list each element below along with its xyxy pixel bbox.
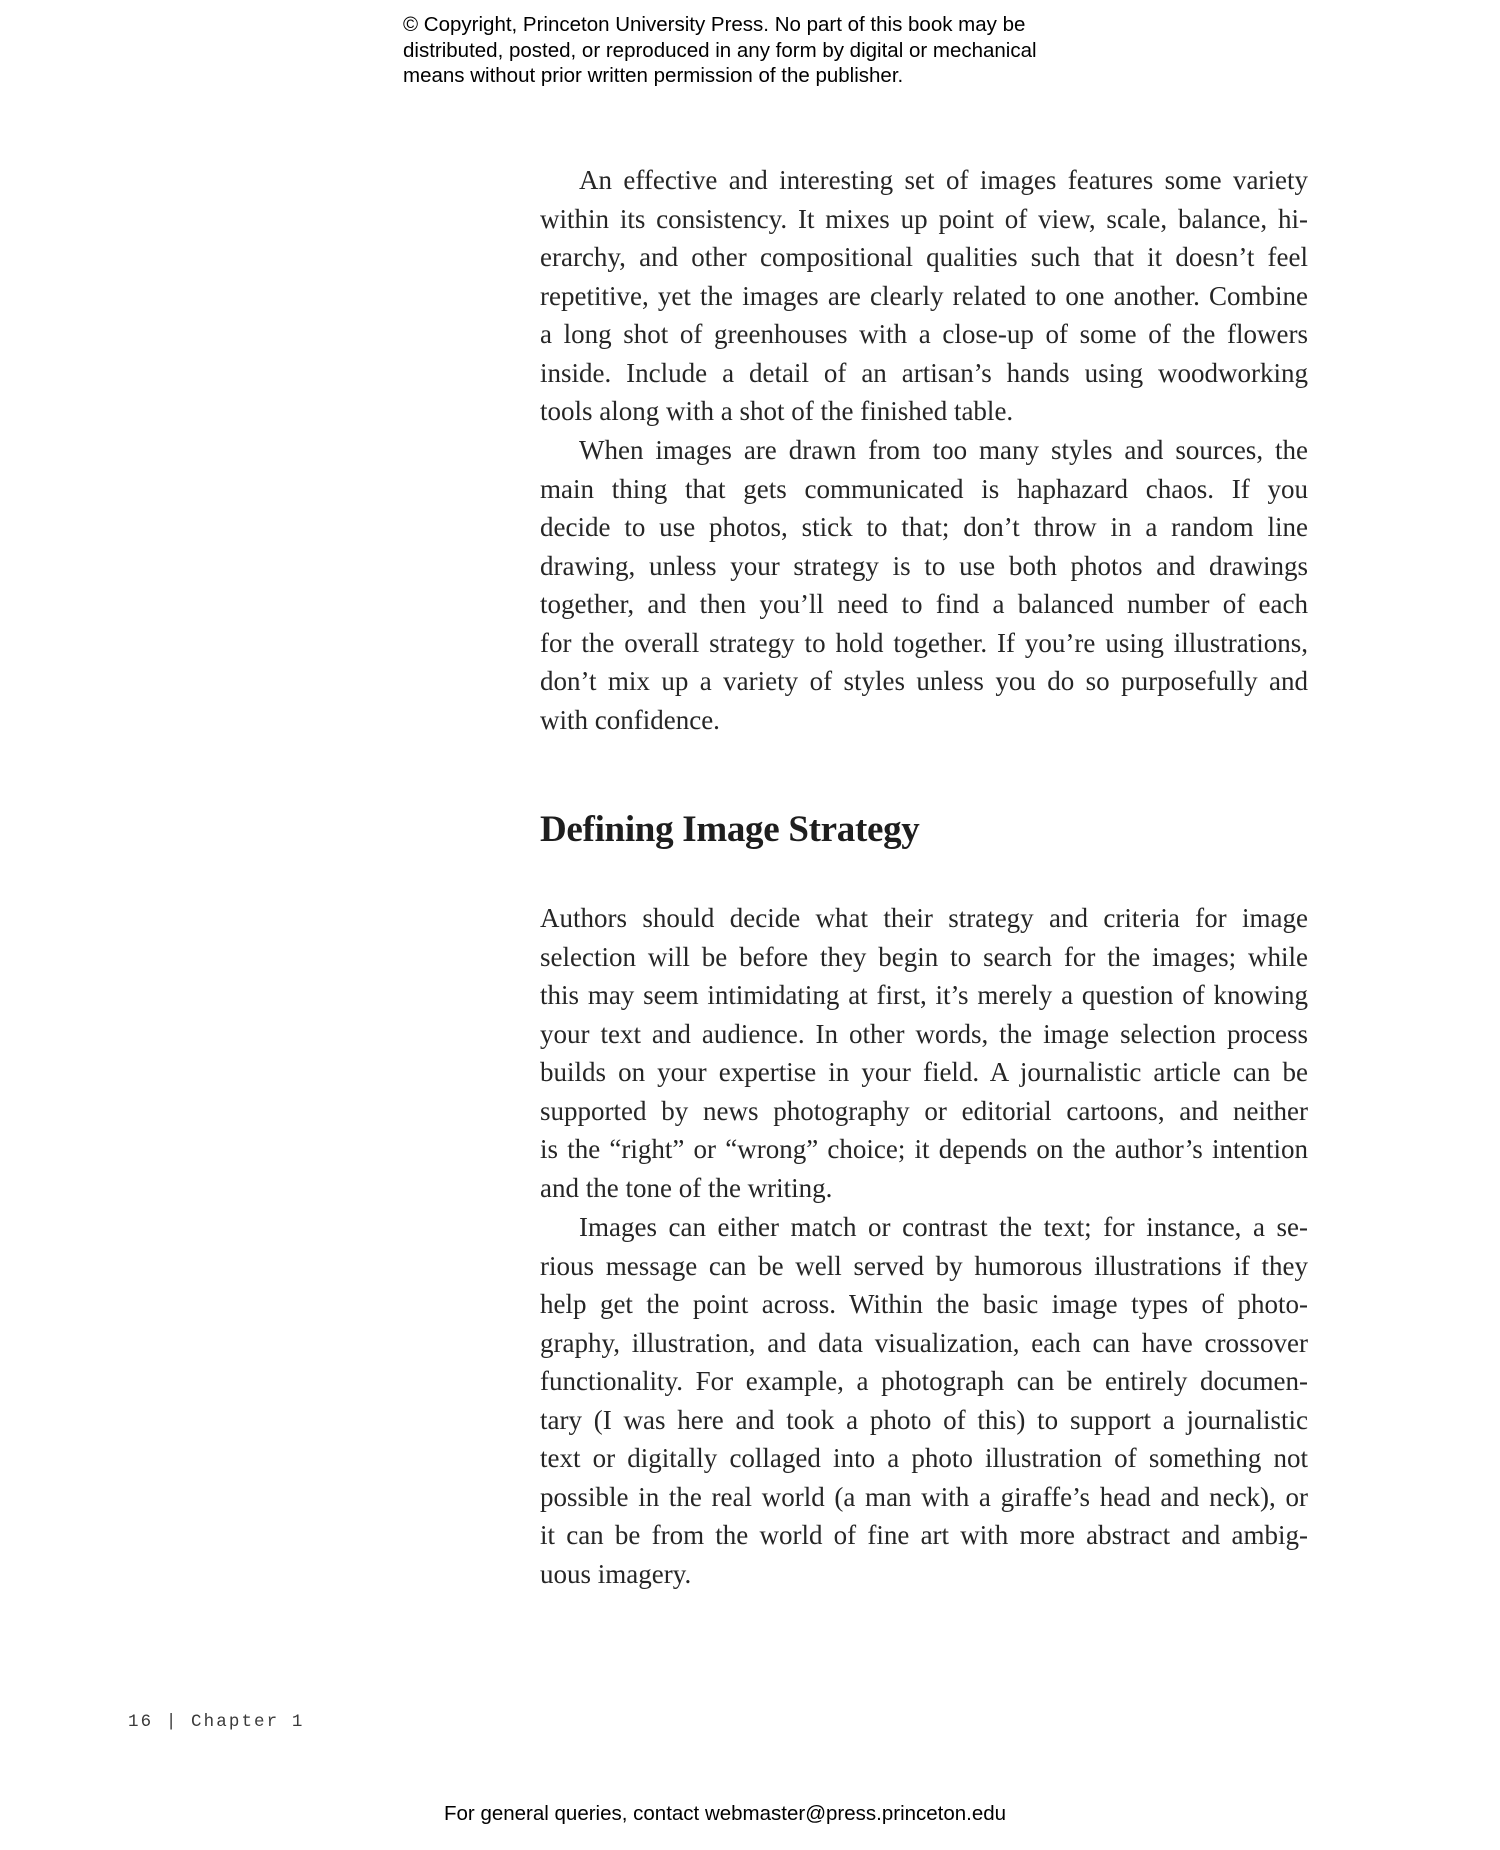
page-number: 16 [128, 1712, 154, 1732]
text-line: An effective and interesting set of images features some variety [579, 165, 1308, 195]
paragraph [540, 899, 1308, 1207]
text-line: When images are drawn from too many styles and sources, the [579, 435, 1308, 465]
text-line: your text and audience. In other words, the image selection process [540, 1018, 1308, 1049]
page-folio [128, 1712, 304, 1732]
text-line: uous imagery. [540, 1558, 692, 1589]
text-line: and the tone of the writing. [540, 1172, 833, 1203]
copyright-notice [403, 12, 1037, 89]
text-line: graphy, illustration, and data visualization, each can have crossover [540, 1327, 1308, 1358]
copyright-line: distributed, posted, or reproduced in any form by digital or mechanical [403, 38, 1037, 62]
text-line: help get the point across. Within the basic image types of photo- [540, 1289, 1308, 1320]
section-heading: Defining Image Strategy [540, 809, 920, 850]
text-line: selection will be before they begin to search for the images; while [540, 941, 1308, 972]
text-line: together, and then you’ll need to find a balanced number of each [540, 589, 1308, 620]
paragraph [540, 161, 1308, 431]
text-line: rious message can be well served by humorous illustrations if they [540, 1250, 1308, 1281]
text-line: erarchy, and other compositional qualities such that it doesn’t feel [540, 242, 1308, 273]
text-line: tary (I was here and took a photo of this) to support a journalistic [540, 1404, 1308, 1435]
text-line: repetitive, yet the images are clearly related to one another. Combine [540, 280, 1308, 311]
copyright-line: means without prior written permission of the publisher. [403, 64, 904, 87]
text-line: decide to use photos, stick to that; don’t throw in a random line [540, 512, 1308, 543]
text-line: functionality. For example, a photograph can be entirely documen- [540, 1366, 1308, 1397]
paragraph [540, 1208, 1308, 1593]
chapter-label: Chapter 1 [191, 1712, 305, 1732]
copyright-line: © Copyright, Princeton University Press. No part of this book may be [403, 13, 1026, 36]
text-line: tools along with a shot of the finished table. [540, 396, 1014, 427]
text-line: don’t mix up a variety of styles unless you do so purposefully and [540, 666, 1308, 697]
text-line: a long shot of greenhouses with a close-up of some of the flowers [540, 319, 1308, 350]
text-line: this may seem intimidating at first, it’s merely a question of knowing [540, 980, 1308, 1011]
text-line: is the “right” or “wrong” choice; it depends on the author’s intention [540, 1134, 1308, 1165]
text-line: it can be from the world of fine art with more abstract and ambig- [540, 1520, 1308, 1551]
text-line: inside. Include a detail of an artisan’s hands using woodworking [540, 357, 1308, 388]
text-line: possible in the real world (a man with a giraffe’s head and neck), or [540, 1481, 1308, 1512]
folio-separator: | [165, 1712, 179, 1732]
paragraph [540, 431, 1308, 739]
text-line: text or digitally collaged into a photo illustration of something not [540, 1443, 1308, 1474]
text-line: Images can either match or contrast the text; for instance, a se- [579, 1212, 1308, 1242]
footer-notice: For general queries, contact webmaster@press.princeton.edu [444, 1802, 1007, 1825]
text-line: Authors should decide what their strategy and criteria for image [540, 903, 1308, 933]
text-line: builds on your expertise in your field. A journalistic article can be [540, 1057, 1308, 1088]
text-line: supported by news photography or editorial cartoons, and neither [540, 1095, 1308, 1126]
text-line: main thing that gets communicated is haphazard chaos. If you [540, 473, 1308, 504]
text-line: drawing, unless your strategy is to use both photos and drawings [540, 550, 1308, 581]
text-line: within its consistency. It mixes up point of view, scale, balance, hi- [540, 203, 1308, 234]
text-line: with confidence. [540, 704, 720, 735]
text-line: for the overall strategy to hold together. If you’re using illustrations, [540, 627, 1308, 658]
